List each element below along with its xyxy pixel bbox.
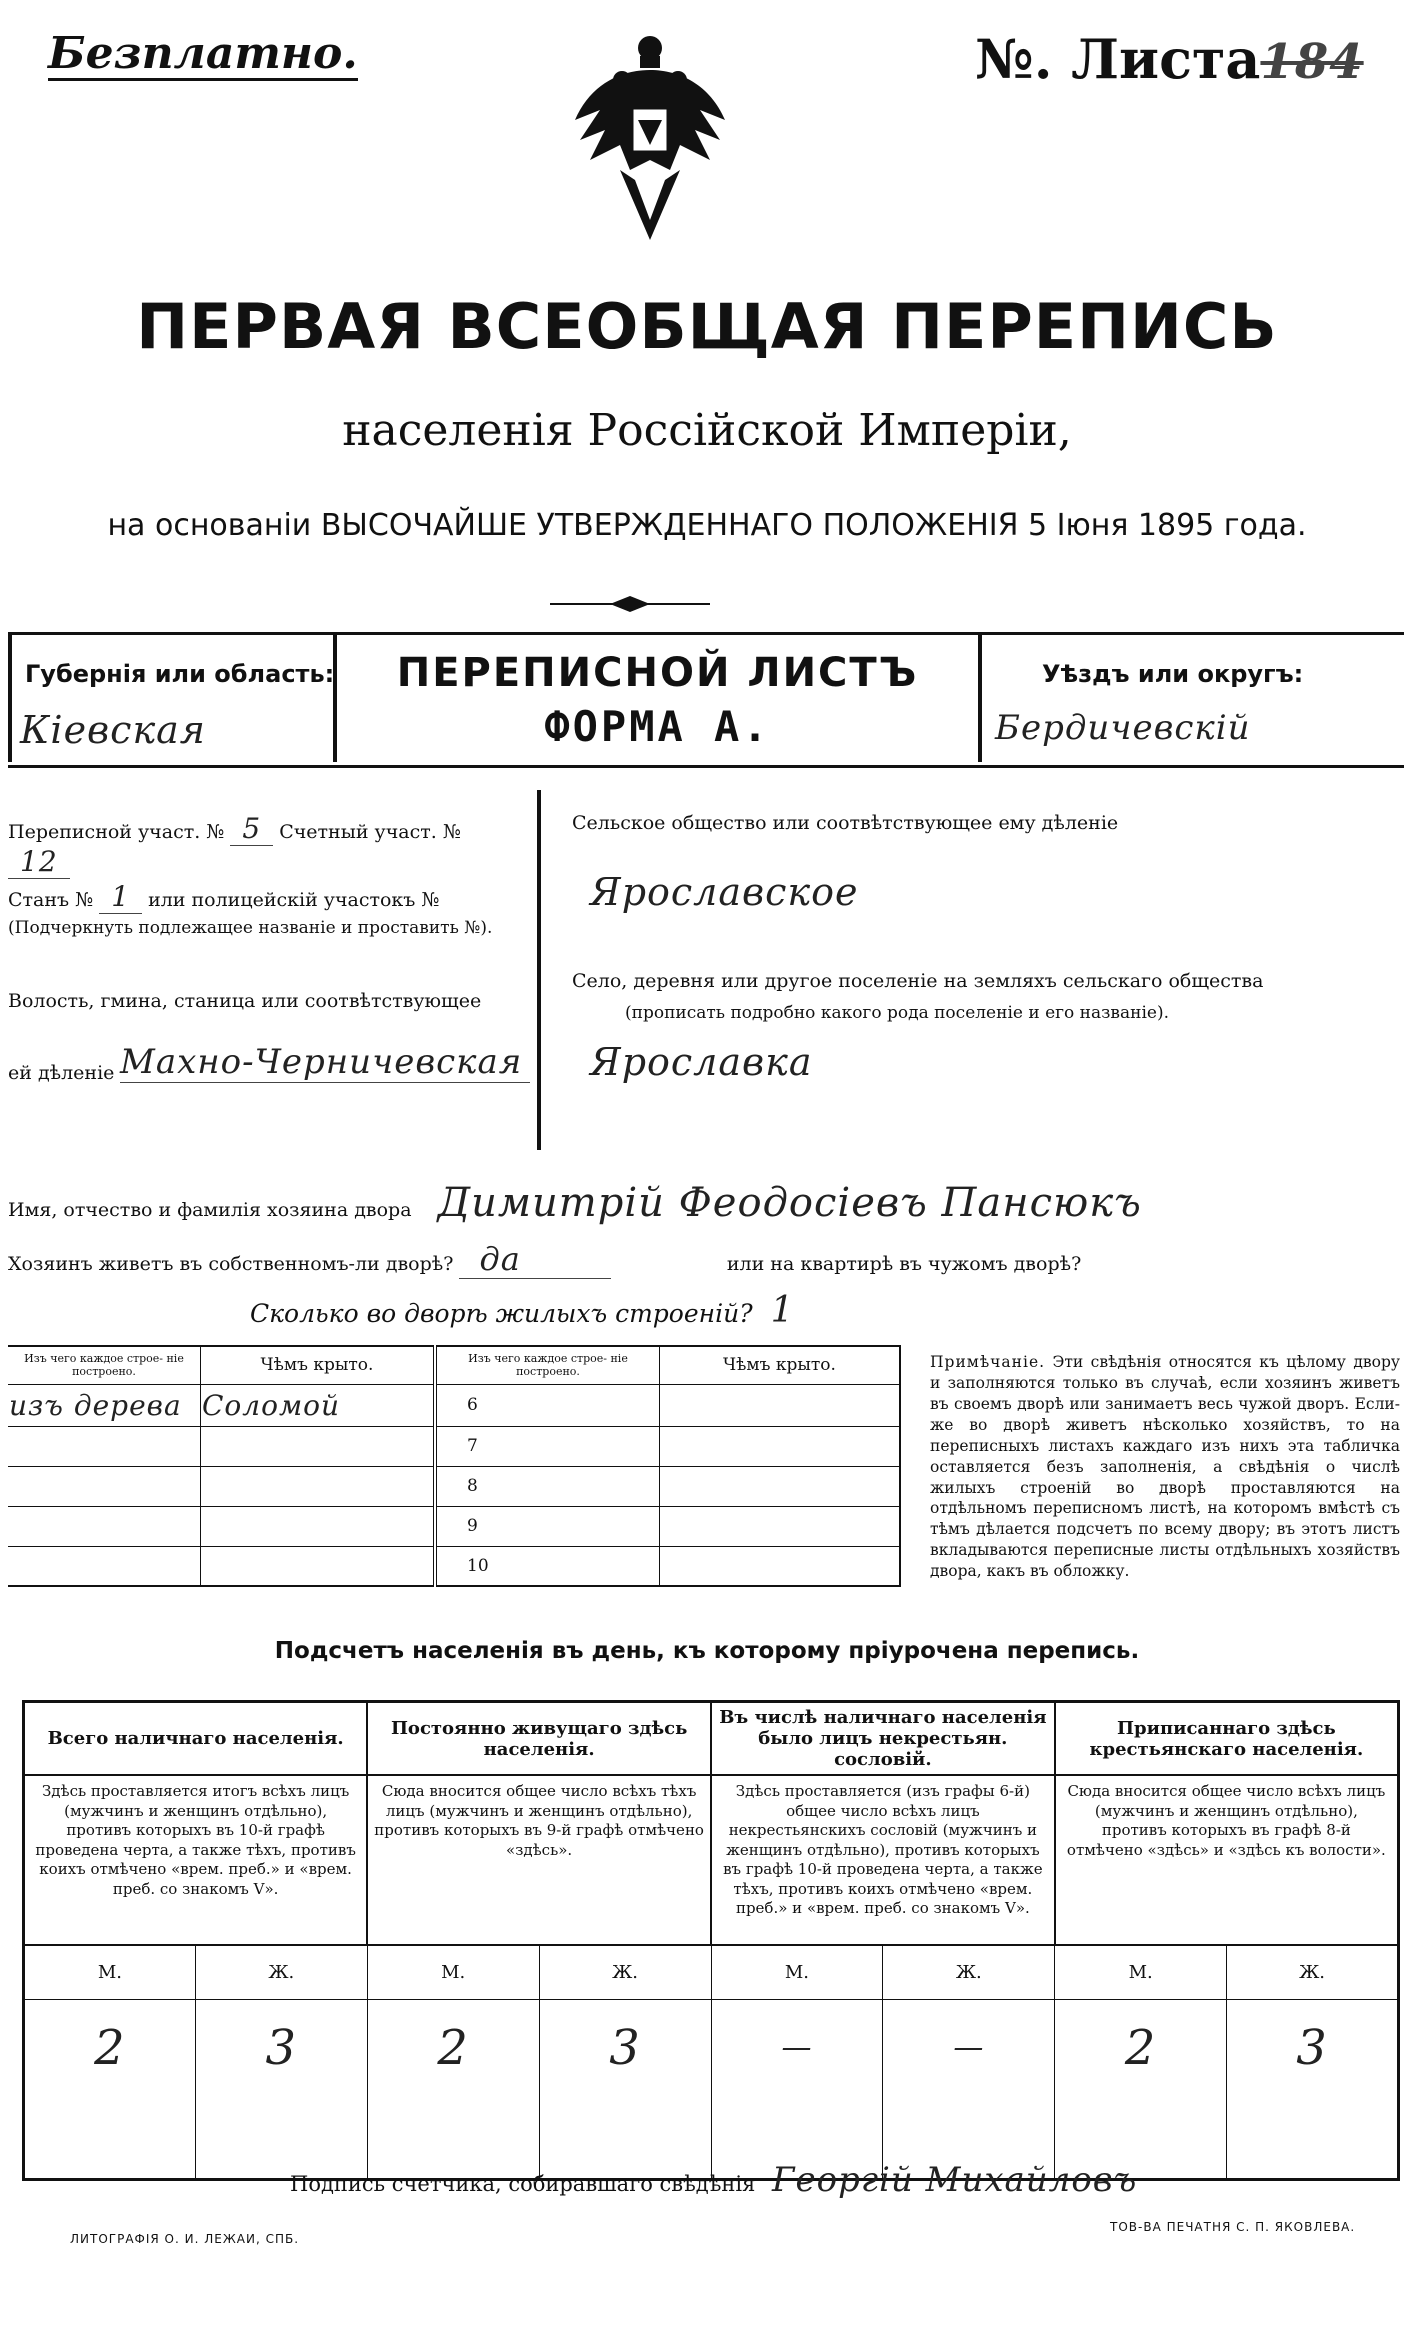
basis-line: на основаніи ВЫСОЧАЙШЕ УТВЕРЖДЕННАГО ПОЛОЖЕНІЯ 5 Іюня 1895 года. xyxy=(107,508,1307,543)
roof-cell xyxy=(660,1466,901,1506)
owner-name-label: Имя, отчество и фамилія хозяина двора xyxy=(8,1199,412,1221)
roof-cell xyxy=(660,1384,901,1426)
page-title: ПЕРВАЯ ВСЕОБЩАЯ ПЕРЕПИСЬ xyxy=(136,290,1278,363)
volost-label-cont: ей дѣленіе xyxy=(8,1062,115,1084)
m-label: М. xyxy=(1055,1945,1227,1999)
stan-value: 1 xyxy=(99,880,142,914)
owner-name-line xyxy=(8,1180,1398,1226)
col2-desc: Сюда вносится общее число всѣхъ тѣхъ лицъ (мужчинъ и женщинъ отдѣльно), противъ которыхъ въ 9-й графѣ отмѣчено «здѣсь». xyxy=(367,1775,711,1945)
row-number: 7 xyxy=(435,1426,660,1466)
roof-cell xyxy=(201,1546,434,1586)
row-number: 8 xyxy=(435,1466,660,1506)
sheet-number-value: 184 xyxy=(1260,34,1364,90)
note-text: Эти свѣдѣнія относятся къ цѣлому двору и заполняются только въ случаѣ, если хозяинъ живетъ въ своемъ дворѣ или занимаетъ весь чужой дворъ. Если-же во дворѣ живетъ нѣсколько хозяйствъ, то на переписныхъ листахъ каждаго изъ нихъ эта табличка оставляется безъ заполненія, а свѣдѣнія о числѣ жилыхъ строеній во дворѣ проставляются на отдѣльномъ переписномъ листѣ, на которомъ вмѣстѣ съ тѣмъ дѣлается подсчетъ по всему двору; въ этотъ листъ вкладываются переписные листы отдѣльныхъ хозяйствъ двора, какъ въ обложку. xyxy=(930,1353,1400,1581)
f-label: Ж. xyxy=(1227,1945,1399,1999)
count-district-label: Счетный участ. № xyxy=(279,821,461,843)
sheet-number-caption: №. Листа xyxy=(975,27,1261,91)
m-label: М. xyxy=(367,1945,539,1999)
roof-cell xyxy=(660,1426,901,1466)
owner-rent-label: или на квартирѣ въ чужомъ дворѣ? xyxy=(726,1253,1082,1275)
society-label: Сельское общество или соотвѣтствующее ему дѣленіе xyxy=(572,812,1119,834)
roof-header: Чѣмъ крыто. xyxy=(201,1346,434,1384)
col1-header: Всего наличнаго населенія. xyxy=(24,1702,368,1776)
buildings-table-right xyxy=(433,1345,901,1587)
uezd-value: Бердичевскій xyxy=(995,708,1251,748)
signature-value: Георгій Михайловъ xyxy=(772,2160,1138,2200)
volost-label: Волость, гмина, станица или соотвѣтствующее xyxy=(8,990,482,1012)
col2-header: Постоянно живущаго здѣсь населенія. xyxy=(367,1702,711,1776)
count-district-value: 12 xyxy=(8,845,70,879)
police-label: или полицейскій участокъ № xyxy=(148,889,440,911)
village-note: (прописать подробно какого рода поселеніе и его названіе). xyxy=(625,1003,1169,1023)
buildings-label: Сколько во дворѣ жилыхъ строеній? xyxy=(250,1299,753,1328)
col3-desc: Здѣсь проставляется (изъ графы 6-й) общее число всѣхъ лицъ некрестьянскихъ сословій (мужчинъ и женщинъ отдѣльно), противъ которыхъ въ графѣ 10-й проведена черта, а также тѣхъ, противъ коихъ отмѣчено «врем. преб.» и «врем. преб. со знакомъ V». xyxy=(711,1775,1055,1945)
signature-line xyxy=(290,2160,1137,2200)
f-label: Ж. xyxy=(539,1945,711,1999)
col3-header: Въ числѣ наличнаго населенія было лицъ некрестьян. сословій. xyxy=(711,1702,1055,1776)
signature-label: Подпись счетчика, собиравшаго свѣдѣнія xyxy=(290,2172,756,2196)
owner-lives-label: Хозяинъ живетъ въ собственномъ-ли дворѣ? xyxy=(8,1253,454,1275)
roof-cell xyxy=(201,1506,434,1546)
uezd-label: Уѣздъ или округъ: xyxy=(1042,660,1304,688)
buildings-note xyxy=(930,1352,1400,1582)
volost-value: Махно-Черничевская xyxy=(120,1042,530,1083)
village-value: Ярославка xyxy=(590,1040,813,1084)
col3-male-count: — xyxy=(711,1999,883,2179)
m-label: М. xyxy=(711,1945,883,1999)
owner-name-value: Димитрій Феодосіевъ Пансюкъ xyxy=(437,1180,1142,1226)
col2-male-count: 2 xyxy=(367,1999,539,2179)
col1-desc: Здѣсь проставляется итогъ всѣхъ лицъ (мужчинъ и женщинъ отдѣльно), противъ которыхъ въ 10-й графѣ проведена черта, а также тѣхъ, противъ коихъ отмѣчено «врем. преб.» и «врем. преб. со знакомъ V». xyxy=(24,1775,368,1945)
roof-header: Чѣмъ крыто. xyxy=(660,1346,901,1384)
roof-cell xyxy=(201,1466,434,1506)
sheet-number-label xyxy=(975,27,1364,91)
col1-male-count: 2 xyxy=(24,1999,196,2179)
buildings-value: 1 xyxy=(770,1290,795,1331)
owner-lives-line xyxy=(8,1240,1398,1278)
material-header: Изъ чего каждое строе- ніе построено. xyxy=(8,1346,201,1384)
form-subtitle: ФОРМА А. xyxy=(544,702,771,751)
col4-female-count: 3 xyxy=(1227,1999,1399,2179)
village-label: Село, деревня или другое поселеніе на земляхъ сельскаго общества xyxy=(572,970,1264,992)
printer-right: ТОВ-ВА ПЕЧАТНЯ С. П. ЯКОВЛЕВА. xyxy=(1110,2220,1356,2234)
free-label: Безплатно. xyxy=(48,30,358,81)
page-subtitle: населенія Россійской Имперіи, xyxy=(342,405,1072,456)
material-cell xyxy=(8,1426,201,1466)
row-number: 9 xyxy=(435,1506,660,1546)
gubernia-label: Губернія или область: xyxy=(25,660,335,688)
census-district-value: 5 xyxy=(230,812,273,846)
buildings-line xyxy=(250,1290,794,1331)
stan-label: Станъ № xyxy=(8,889,94,911)
roof-cell xyxy=(201,1426,434,1466)
col4-desc: Сюда вносится общее число всѣхъ лицъ (мужчинъ и женщинъ отдѣльно), противъ которыхъ въ графѣ 8-й отмѣчено «здѣсь» и «здѣсь къ волости». xyxy=(1055,1775,1399,1945)
col1-female-count: 3 xyxy=(195,1999,367,2179)
imperial-eagle-emblem xyxy=(560,30,740,250)
stan-note: (Подчеркнуть подлежащее названіе и проставить №). xyxy=(8,918,493,938)
row-number: 10 xyxy=(435,1546,660,1586)
roof-cell: Соломой xyxy=(201,1384,434,1426)
material-cell xyxy=(8,1466,201,1506)
material-header: Изъ чего каждое строе- ніе построено. xyxy=(435,1346,660,1384)
population-table xyxy=(22,1700,1400,2181)
material-cell xyxy=(8,1546,201,1586)
gubernia-value: Кіевская xyxy=(20,708,206,752)
f-label: Ж. xyxy=(883,1945,1055,1999)
district-line xyxy=(8,812,528,878)
summary-title: Подсчетъ населенія въ день, къ которому пріурочена перепись. xyxy=(274,1638,1140,1664)
printer-left: ЛИТОГРАФІЯ О. И. ЛЕЖАИ, СПБ. xyxy=(70,2232,300,2246)
owner-lives-value: да xyxy=(459,1240,610,1279)
col2-female-count: 3 xyxy=(539,1999,711,2179)
form-title: ПЕРЕПИСНОЙ ЛИСТЪ xyxy=(396,650,919,696)
m-label: М. xyxy=(24,1945,196,1999)
buildings-table-left xyxy=(8,1345,433,1587)
material-cell: изъ дерева xyxy=(8,1384,201,1426)
f-label: Ж. xyxy=(195,1945,367,1999)
note-title: Примѣчаніе. xyxy=(930,1353,1046,1371)
col4-male-count: 2 xyxy=(1055,1999,1227,2179)
stan-line xyxy=(8,880,528,913)
census-district-label: Переписной участ. № xyxy=(8,821,225,843)
col3-female-count: — xyxy=(883,1999,1055,2179)
material-cell xyxy=(8,1506,201,1546)
roof-cell xyxy=(660,1506,901,1546)
roof-cell xyxy=(660,1546,901,1586)
society-value: Ярославское xyxy=(590,870,859,914)
col4-header: Приписаннаго здѣсь крестьянскаго населенія. xyxy=(1055,1702,1399,1776)
ornament-divider xyxy=(550,594,710,614)
row-number: 6 xyxy=(435,1384,660,1426)
